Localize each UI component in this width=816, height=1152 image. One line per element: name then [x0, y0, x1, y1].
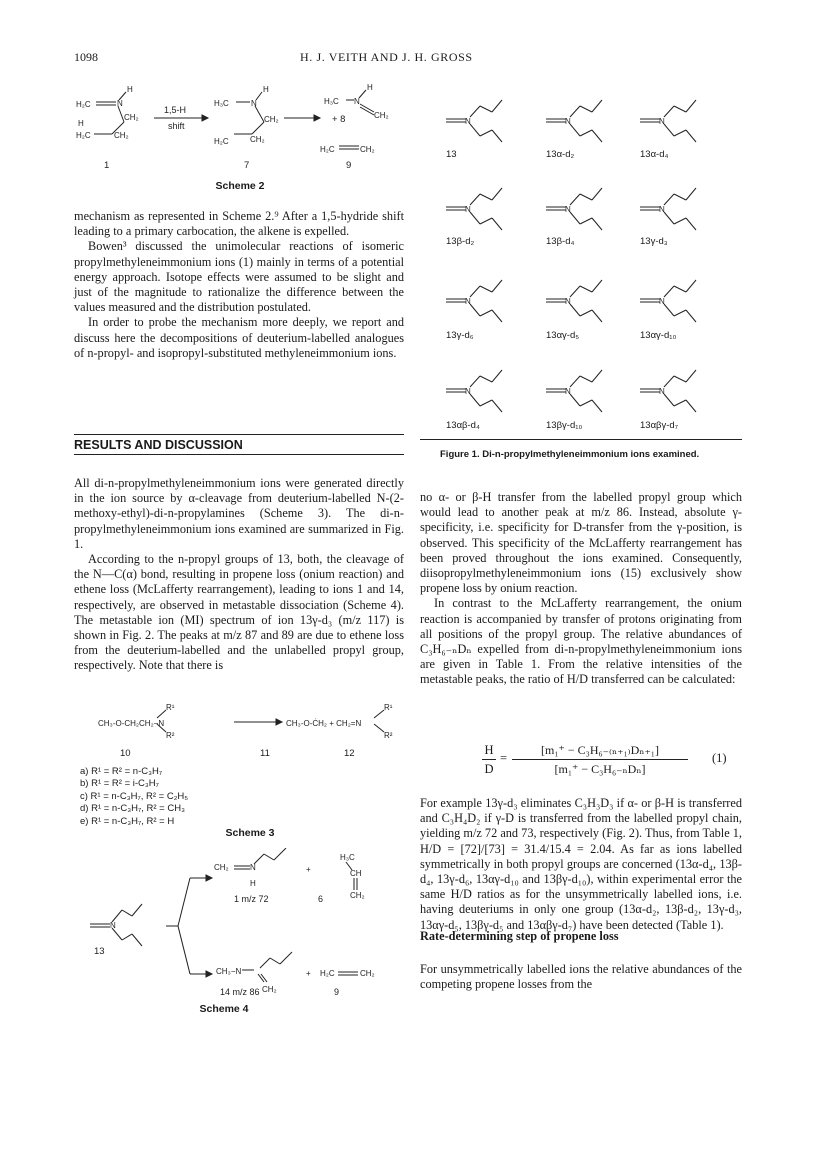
svg-text:R²: R² — [384, 731, 393, 740]
page-number: 1098 — [74, 50, 98, 64]
substituent-line: c) R¹ = n-C₃H₇, R² = C₂H₅ — [80, 790, 189, 802]
svg-text:H₂C: H₂C — [76, 100, 91, 109]
nitrogen-atom: N — [659, 117, 665, 126]
svg-text:H₃C: H₃C — [214, 99, 229, 108]
fig1-label: 13γ-d₆ — [446, 330, 474, 341]
figure-1-caption: Figure 1. Di-n-propylmethyleneimmonium ions examined. — [440, 449, 700, 460]
eq-lhs-num: H — [484, 743, 494, 757]
svg-text:H₂C: H₂C — [320, 145, 335, 154]
right-column-top — [420, 490, 742, 688]
substituent-line: e) R¹ = n-C₃H₇, R² = H — [80, 815, 175, 827]
svg-text:H₂C: H₂C — [320, 969, 335, 978]
paragraph: All di-n-propylmethyleneimmonium ions were generated directly in the ion source by α-cleavage from deuterium-labelled N-(2-methoxy-ethyl)-di-n-propylamines (Scheme 3). The di-n-propylmethyleneimmonium ions examined are summarized in Fig. 1. — [74, 476, 404, 551]
svg-text:H₃C: H₃C — [324, 97, 339, 106]
nitrogen-atom: N — [565, 205, 571, 214]
substituent-line: d) R¹ = n-C₃H₇, R² = CH₃ — [80, 803, 185, 815]
nitrogen-atom: N — [465, 297, 471, 306]
svg-text:H: H — [127, 85, 133, 94]
fig1-label: 13αγ-d₅ — [546, 330, 580, 341]
equation-1 — [420, 741, 742, 781]
svg-text:CH₂: CH₂ — [114, 131, 129, 140]
svg-text:N: N — [354, 97, 360, 106]
eq-number: (1) — [712, 751, 727, 765]
fig1-label: 13β-d₄ — [546, 236, 575, 247]
svg-text:CH₂: CH₂ — [262, 985, 277, 994]
scheme-2-figure — [74, 82, 404, 194]
svg-text:CH₂: CH₂ — [374, 111, 389, 120]
svg-text:H: H — [263, 85, 269, 94]
scheme-3-substituents — [80, 766, 188, 828]
svg-text:N: N — [250, 863, 256, 872]
scheme-2-caption: Scheme 2 — [215, 180, 265, 192]
svg-text:CH₂: CH₂ — [124, 113, 139, 122]
svg-text:CH₂: CH₂ — [264, 115, 279, 124]
product-9-label: 9 — [334, 987, 340, 997]
nitrogen-atom: N — [465, 205, 471, 214]
paragraph: In order to probe the mechanism more deeply, we report and discuss here the decompositions of deuterium-labelled analogues of n-propyl- and isopropyl-substituted methyleneimmonium ions. — [74, 315, 404, 360]
svg-text:H: H — [367, 83, 373, 92]
arrow-label-2: shift — [168, 121, 185, 131]
fig1-label: 13αβ-d₄ — [446, 420, 480, 431]
subsection-heading: Rate-determining step of propene loss — [420, 929, 619, 943]
nitrogen-atom: N — [565, 297, 571, 306]
running-head: H. J. VEITH AND J. H. GROSS — [300, 50, 473, 64]
compound-11-label: 11 — [260, 748, 270, 759]
left-column-intro — [74, 209, 404, 361]
svg-text:H₃C: H₃C — [340, 853, 355, 862]
arrow-label-1: 1,5-H — [164, 105, 187, 115]
svg-text:N: N — [117, 99, 123, 108]
eq-denominator: [m₁⁺ − C₃H₆₋ₙDₙ] — [554, 762, 646, 776]
substituent-line: a) R¹ = R² = n-C₃H₇ — [80, 766, 163, 777]
eq-equals: = — [500, 751, 508, 765]
fig1-label: 13γ-d₃ — [640, 236, 668, 247]
scheme-3-caption: Scheme 3 — [225, 827, 275, 839]
svg-text:H: H — [78, 119, 84, 128]
fig1-label: 13α-d₄ — [640, 149, 669, 160]
nitrogen-atom: N — [659, 297, 665, 306]
paragraph: According to the n-propyl groups of 13, both, the cleavage of the N—C(α) bond, resulting in propene loss (onium reaction) and ethene loss (McLafferty rearrangement), leading to ions 1 and 14, respectively, are observed in metastable dissociation (Scheme 4). The metastable ion (MI) spectrum of ion 13γ-d₃ (m/z 117) is shown in Fig. 2. The peaks at m/z 87 and 89 are due to ethene loss from the deuterium-labelled and the unlabelled propyl group, respectively. Note that there is — [74, 552, 404, 673]
compound-7-label: 7 — [244, 160, 250, 171]
scheme-3-figure — [74, 698, 404, 746]
svg-text:H: H — [250, 879, 256, 888]
nitrogen-atom: N — [659, 387, 665, 396]
fig1-label: 13αγ-d₁₀ — [640, 330, 677, 341]
figure-1-structures — [436, 78, 736, 438]
svg-text:CH₂: CH₂ — [360, 145, 375, 154]
right-column-middle — [420, 796, 742, 933]
product-1-label: 1 m/z 72 — [234, 894, 269, 904]
figure-rule — [420, 439, 742, 440]
svg-text:CH₂: CH₂ — [350, 891, 365, 900]
compound-10-label: 10 — [120, 748, 131, 759]
plus-8-label: + 8 — [332, 114, 346, 125]
right-column-bottom — [420, 962, 742, 992]
svg-text:CH₃-O-CH₂CH₂−N: CH₃-O-CH₂CH₂−N — [98, 719, 165, 728]
paragraph: mechanism as represented in Scheme 2.⁹ After a 1,5-hydride shift leading to a primary carbocation, the alkene is expelled. — [74, 209, 404, 239]
nitrogen-atom: N — [565, 117, 571, 126]
paragraph: no α- or β-H transfer from the labelled propyl group which would lead to another peak at m/z 86. Instead, absolute γ-specificity, i.e. specificity for D-transfer from the γ-position, is observed. This specificity of the McLafferty rearrangement has been proved throughout the ions examined. Consequently, diisopropylmethyleneimmonium ions (15) exclusively show propene loss by onium reaction. — [420, 490, 742, 596]
nitrogen-atom: N — [465, 387, 471, 396]
eq-lhs-bar — [482, 759, 496, 760]
eq-lhs-den: D — [484, 762, 494, 776]
fig1-label: 13αβγ-d₇ — [640, 420, 678, 431]
compound-9-label: 9 — [346, 160, 352, 171]
eq-numerator: [m₁⁺ − C₃H₆₋₍ₙ₊₁₎Dₙ₊₁] — [541, 743, 659, 757]
svg-text:CH₃−N: CH₃−N — [216, 967, 242, 976]
fig1-label: 13β-d₂ — [446, 236, 475, 247]
svg-text:R²: R² — [166, 731, 175, 740]
svg-text:+: + — [306, 969, 311, 978]
scheme-4-figure — [74, 848, 404, 998]
svg-text:+: + — [306, 865, 311, 874]
substituent-line: b) R¹ = R² = i-C₃H₇ — [80, 778, 159, 790]
nitrogen-atom: N — [659, 205, 665, 214]
left-column-results — [74, 476, 404, 674]
svg-text:H₂C: H₂C — [76, 131, 91, 140]
paragraph: For example 13γ-d₃ eliminates C₃H₃D₃ if α- or β-H is transferred and C₃H₄D₂ if γ-D is transferred from the labelled propyl chain, yielding m/z 72 and 73, respectively (Fig. 2). Thus, from Table 1, H/D = [72]/[73] = 31.4/15.4 = 2.04. As far as ions labelled symmetrically in both propyl groups are concerned (13α-d₄, 13β-d₄, 13γ-d₆, 13αγ-d₁₀ and 13βγ-d₁₀), within experimental error the same H/D ratios as for the unsymmetrically labelled ions, i.e. having deuteriums in only one group (13α-d₂, 13β-d₂, 13γ-d₃, 13αγ-d₅, 13βγ-d₅ and 13αβγ-d₇) have been detected (Table 1). — [420, 796, 742, 932]
scheme-4-caption: Scheme 4 — [199, 1003, 249, 1015]
section-heading: RESULTS AND DISCUSSION — [74, 434, 404, 455]
eq-bar — [512, 759, 688, 760]
product-6-label: 6 — [318, 894, 324, 904]
compound-12-label: 12 — [344, 748, 355, 759]
svg-text:N: N — [251, 99, 257, 108]
svg-text:CH₃-O-ĊH₂ + CH₂=N: CH₃-O-ĊH₂ + CH₂=N — [286, 719, 362, 728]
paragraph: Bowen³ discussed the unimolecular reactions of isomeric propylmethyleneimmonium ions (1) mainly in terms of a potential energy approach. Isotope effects were assumed to be slight and just of the magnitude to rationalize the difference between the values measured and the distribution postulated. — [74, 239, 404, 315]
nitrogen-atom: N — [465, 117, 471, 126]
svg-text:CH₂: CH₂ — [250, 135, 265, 144]
fig1-label: 13α-d₂ — [546, 149, 575, 160]
svg-text:R¹: R¹ — [384, 703, 393, 712]
svg-text:R¹: R¹ — [166, 703, 175, 712]
compound-13-label: 13 — [94, 946, 105, 957]
fig1-label: 13 — [446, 149, 457, 160]
svg-text:N: N — [110, 921, 116, 930]
nitrogen-atom: N — [565, 387, 571, 396]
svg-text:CH: CH — [350, 869, 362, 878]
svg-text:CH₂: CH₂ — [214, 863, 229, 872]
fig1-label: 13βγ-d₁₀ — [546, 420, 583, 431]
compound-1-label: 1 — [104, 160, 110, 171]
svg-text:CH₂: CH₂ — [360, 969, 375, 978]
product-14-label: 14 m/z 86 — [220, 987, 260, 997]
svg-text:H₂C: H₂C — [214, 137, 229, 146]
paragraph: For unsymmetrically labelled ions the relative abundances of the competing propene losses from the — [420, 962, 742, 992]
paragraph: In contrast to the McLafferty rearrangement, the onium reaction is accompanied by transfer of protons originating from all positions of the propyl group. The relative abundances of C₃H₆₋ₙDₙ expelled from di-n-propylmethyleneimmonium ions are given in Table 1. From the relative intensities of the metastable peaks, the ratio of H/D transferred can be calculated: — [420, 596, 742, 687]
